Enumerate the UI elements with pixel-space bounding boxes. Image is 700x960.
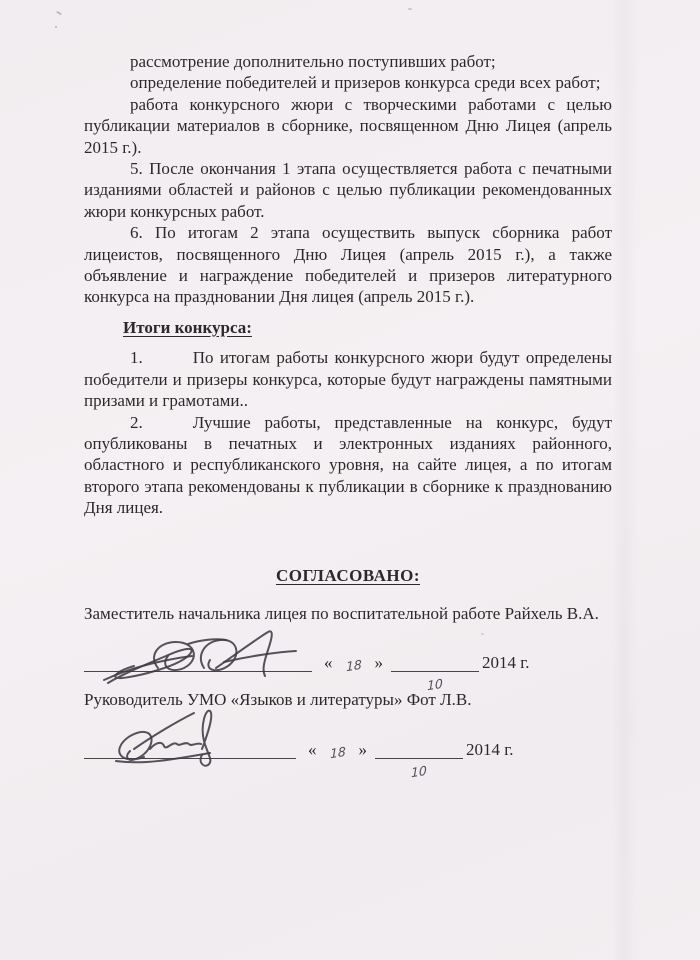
item-text: Лучшие работы, представленные на конкурс, будут опубликованы в печатных и электронных изданиях районного, областного и республиканского уровня, на сайте лицея, а по итогам второго этапа рекомендованы к публикации в сборнике к празднованию Дня лицея. — [84, 412, 612, 518]
year-text: 2014 г. — [466, 739, 514, 759]
handwritten-signature-raikhel — [100, 622, 330, 686]
results-heading: Итоги конкурса: — [123, 317, 252, 337]
item-text: По итогам работы конкурсного жюри будут определены победители и призеры конкурса, которые будут награждены памятными призами и грамотами.. — [84, 348, 612, 411]
paragraph-review-works: рассмотрение дополнительно поступивших работ; — [130, 52, 496, 71]
approval-heading: СОГЛАСОВАНО: — [275, 565, 420, 585]
handwritten-month: 10 — [427, 676, 443, 694]
quote-close: » — [374, 653, 383, 673]
paragraph-winners: определение победителей и призеров конкурса среди всех работ; — [130, 73, 601, 93]
item-number: 2. — [130, 412, 143, 432]
handwritten-day: 18 — [345, 657, 362, 675]
month-line — [375, 756, 463, 781]
handwritten-day: 18 — [329, 743, 346, 762]
paragraph-item-6: 6. По итогам 2 этапа осуществить выпуск сборника работ лицеистов, посвященного Дню Лицея (апрель 2015 г.), а также объявление и награждение победителей и призеров литературного конкурса на праздновании Дня лицея (апрель 2015 г.). — [84, 223, 612, 307]
signer-title-fot: Руководитель УМО «Языков и литературы» Фот Л.В. — [84, 690, 472, 710]
results-item-2 — [84, 412, 612, 519]
results-item-1 — [84, 347, 612, 411]
paragraph-jury-work: работа конкурсного жюри с творческими работами с целью публикации материалов в сборнике, посвященном Дню Лицея (апрель 2015 г.). — [84, 94, 612, 157]
quote-open: « — [308, 739, 317, 759]
signature-row-fot — [84, 717, 612, 781]
paragraph-item-5: 5. После окончания 1 этапа осуществляется работа с печатными изданиями областей и районов с целью публикации рекомендованных жюри конкурсных работ. — [84, 159, 612, 221]
signature-row-raikhel — [84, 630, 612, 694]
year-text: 2014 г. — [482, 653, 530, 673]
month-line — [391, 669, 479, 694]
handwritten-month: 10 — [411, 762, 427, 781]
signer-title-raikhel: Заместитель начальника лицея по воспитательной работе Райхель В.А. — [84, 603, 599, 623]
signature-line — [84, 756, 296, 759]
handwritten-signature-fot — [110, 705, 310, 775]
quote-open: « — [324, 653, 333, 673]
signature-line — [84, 669, 312, 672]
quote-close: » — [358, 739, 367, 759]
item-number: 1. — [130, 348, 143, 368]
